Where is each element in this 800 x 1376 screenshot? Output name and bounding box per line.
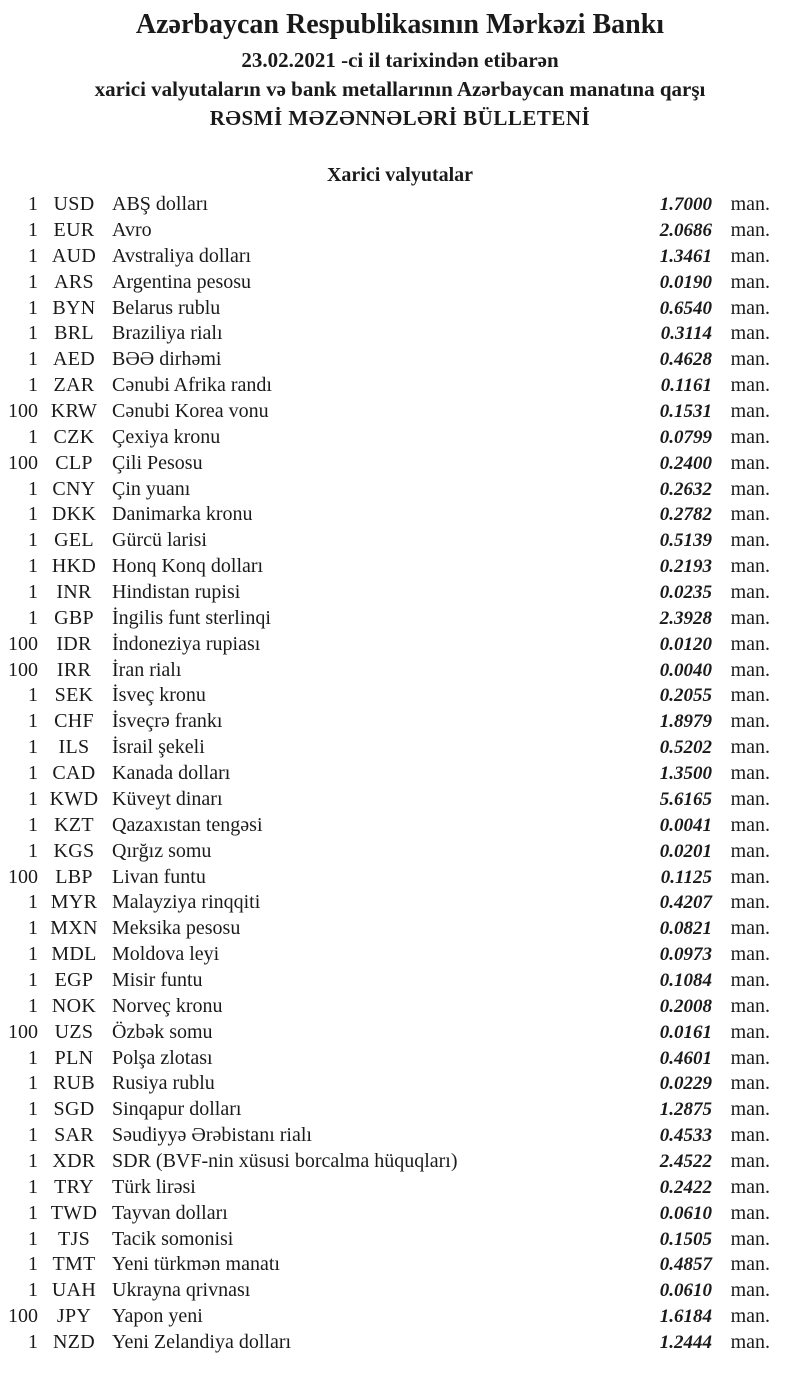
currency-code: UZS: [54, 1020, 94, 1043]
table-row: [0, 787, 800, 813]
currency-name: Türk lirəsi: [112, 1175, 196, 1198]
nominal-value: 100: [8, 865, 38, 888]
table-row: [0, 1046, 800, 1072]
nominal-value: 1: [28, 968, 38, 991]
currency-code: MDL: [51, 943, 97, 966]
rate-value: 0.1084: [659, 969, 712, 991]
nominal-value: 1: [28, 193, 38, 216]
rate-unit: man.: [730, 684, 770, 707]
currency-name: Rusiya rublu: [112, 1072, 215, 1095]
currency-name: Polşa zlotası: [112, 1046, 213, 1069]
currency-name: Qırğız somu: [112, 839, 212, 862]
currency-name: Gürcü larisi: [112, 529, 207, 552]
rate-unit: man.: [730, 762, 770, 785]
rate-value: 0.5202: [659, 737, 712, 759]
currency-name: Belarus rublu: [112, 296, 221, 319]
currency-code: PLN: [54, 1046, 94, 1069]
rate-unit: man.: [730, 451, 770, 474]
table-row: [0, 451, 800, 477]
currency-code: AUD: [51, 244, 97, 267]
rate-unit: man.: [730, 1124, 770, 1147]
rate-unit: man.: [730, 606, 770, 629]
rate-unit: man.: [730, 943, 770, 966]
rate-value: 0.0201: [659, 840, 712, 862]
rate-value: 0.0120: [659, 633, 712, 655]
table-row: [0, 1304, 800, 1330]
rate-unit: man.: [730, 968, 770, 991]
rate-value: 0.1161: [660, 375, 712, 397]
currency-name: Cənubi Afrika randı: [112, 374, 272, 397]
rate-value: 0.2422: [659, 1176, 712, 1198]
rate-unit: man.: [730, 1305, 770, 1328]
rate-value: 1.8979: [659, 711, 712, 733]
table-row: [0, 528, 800, 554]
currency-name: Kanada dolları: [112, 762, 231, 785]
table-row: [0, 994, 800, 1020]
currency-code: CNY: [52, 477, 96, 500]
table-row: [0, 735, 800, 761]
rate-unit: man.: [730, 917, 770, 940]
nominal-value: 1: [28, 503, 38, 526]
rate-value: 0.0190: [659, 271, 712, 293]
currency-name: Braziliya rialı: [112, 322, 223, 345]
table-row: [0, 658, 800, 684]
nominal-value: 100: [8, 632, 38, 655]
rate-unit: man.: [730, 374, 770, 397]
currency-code: GEL: [54, 529, 94, 552]
nominal-value: 1: [28, 296, 38, 319]
rate-unit: man.: [730, 1330, 770, 1353]
bulletin-title: RƏSMİ MƏZƏNNƏLƏRİ BÜLLETENİ: [209, 105, 591, 130]
nominal-value: 1: [28, 943, 38, 966]
rate-unit: man.: [730, 658, 770, 681]
rates-table: [0, 192, 800, 1356]
table-row: [0, 270, 800, 296]
nominal-value: 100: [8, 1305, 38, 1328]
rate-value: 0.2632: [659, 478, 712, 500]
currency-code: IRR: [56, 658, 92, 681]
nominal-value: 100: [8, 400, 38, 423]
currency-code: EUR: [53, 219, 95, 242]
rate-value: 0.4533: [659, 1125, 712, 1147]
table-row: [0, 1020, 800, 1046]
rate-unit: man.: [730, 193, 770, 216]
section-title: Xarici valyutalar: [326, 164, 474, 187]
nominal-value: 1: [28, 1253, 38, 1276]
currency-name: Norveç kronu: [112, 994, 223, 1017]
nominal-value: 1: [28, 1279, 38, 1302]
currency-code: TMT: [52, 1253, 96, 1276]
rate-unit: man.: [730, 244, 770, 267]
rate-value: 1.2875: [659, 1099, 712, 1121]
table-row: [0, 865, 800, 891]
rate-value: 0.5139: [659, 530, 712, 552]
rate-unit: man.: [730, 632, 770, 655]
effective-date-line: 23.02.2021 -ci il tarixindən etibarən: [241, 47, 559, 72]
rate-value: 0.3114: [660, 323, 712, 345]
nominal-value: 100: [8, 658, 38, 681]
currency-code: SEK: [54, 684, 94, 707]
nominal-value: 100: [8, 1020, 38, 1043]
table-row: [0, 502, 800, 528]
currency-name: İran rialı: [112, 658, 182, 681]
nominal-value: 1: [28, 1124, 38, 1147]
table-row: [0, 373, 800, 399]
rate-unit: man.: [730, 477, 770, 500]
table-row: [0, 839, 800, 865]
rate-value: 0.0799: [659, 426, 712, 448]
currency-code: GBP: [54, 606, 94, 629]
currency-name: Hindistan rupisi: [112, 581, 241, 604]
currency-code: CZK: [53, 425, 95, 448]
currency-name: Yapon yeni: [112, 1305, 203, 1328]
table-row: [0, 244, 800, 270]
nominal-value: 1: [28, 555, 38, 578]
table-row: [0, 890, 800, 916]
table-row: [0, 813, 800, 839]
table-row: [0, 1227, 800, 1253]
rate-unit: man.: [730, 1046, 770, 1069]
table-row: [0, 192, 800, 218]
table-row: [0, 1175, 800, 1201]
currency-code: CLP: [55, 451, 93, 474]
nominal-value: 1: [28, 270, 38, 293]
rate-unit: man.: [730, 839, 770, 862]
rate-value: 0.0235: [659, 582, 712, 604]
currency-code: TJS: [57, 1227, 91, 1250]
nominal-value: 1: [28, 529, 38, 552]
currency-code: SGD: [53, 1098, 95, 1121]
rate-value: 0.4207: [659, 892, 712, 914]
rate-unit: man.: [730, 1149, 770, 1172]
currency-code: MXN: [50, 917, 98, 940]
rate-unit: man.: [730, 425, 770, 448]
currency-code: USD: [53, 193, 95, 216]
nominal-value: 1: [28, 813, 38, 836]
table-row: [0, 1330, 800, 1356]
nominal-value: 1: [28, 244, 38, 267]
rate-value: 0.2008: [659, 995, 712, 1017]
currency-code: ZAR: [53, 374, 95, 397]
currency-code: JPY: [56, 1305, 92, 1328]
rate-unit: man.: [730, 296, 770, 319]
rate-value: 0.0040: [659, 659, 712, 681]
rate-unit: man.: [730, 219, 770, 242]
rate-value: 0.0229: [659, 1073, 712, 1095]
currency-code: NOK: [51, 994, 97, 1017]
table-row: [0, 683, 800, 709]
rate-value: 0.1531: [659, 401, 712, 423]
currency-name: Yeni türkmən manatı: [112, 1253, 280, 1276]
rate-unit: man.: [730, 1098, 770, 1121]
table-row: [0, 347, 800, 373]
nominal-value: 1: [28, 1072, 38, 1095]
rate-value: 0.0821: [659, 918, 712, 940]
currency-code: IDR: [56, 632, 92, 655]
rate-value: 0.2782: [659, 504, 712, 526]
rate-value: 0.4628: [659, 349, 712, 371]
currency-code: TWD: [50, 1201, 98, 1224]
table-row: [0, 1201, 800, 1227]
table-row: [0, 606, 800, 632]
rate-value: 0.0610: [659, 1202, 712, 1224]
rate-value: 5.6165: [659, 788, 712, 810]
currency-name: İndoneziya rupiası: [112, 632, 261, 655]
currency-name: Ukrayna qrivnası: [112, 1279, 251, 1302]
table-row: [0, 1097, 800, 1123]
currency-name: Argentina pesosu: [112, 270, 252, 293]
nominal-value: 1: [28, 581, 38, 604]
rate-value: 1.2444: [659, 1331, 712, 1353]
currency-name: Yeni Zelandiya dolları: [112, 1330, 292, 1353]
currency-code: DKK: [51, 503, 97, 526]
currency-code: CAD: [52, 762, 96, 785]
rate-value: 1.3500: [659, 763, 712, 785]
currency-code: EGP: [54, 968, 94, 991]
nominal-value: 1: [28, 736, 38, 759]
rate-unit: man.: [730, 1020, 770, 1043]
document-header: [0, 0, 800, 131]
nominal-value: 1: [28, 684, 38, 707]
currency-code: KGS: [53, 839, 95, 862]
rate-unit: man.: [730, 1279, 770, 1302]
table-row: [0, 218, 800, 244]
rate-value: 0.2400: [659, 452, 712, 474]
nominal-value: 1: [28, 374, 38, 397]
currency-name: BƏƏ dirhəmi: [112, 348, 222, 371]
currency-code: RUB: [52, 1072, 96, 1095]
currency-name: Tacik somonisi: [112, 1227, 234, 1250]
currency-name: Honq Konq dolları: [112, 555, 264, 578]
table-row: [0, 632, 800, 658]
currency-code: ARS: [54, 270, 94, 293]
table-row: [0, 1071, 800, 1097]
rate-unit: man.: [730, 736, 770, 759]
currency-code: BYN: [52, 296, 96, 319]
rate-unit: man.: [730, 1201, 770, 1224]
table-row: [0, 425, 800, 451]
table-row: [0, 580, 800, 606]
nominal-value: 100: [8, 451, 38, 474]
table-row: [0, 916, 800, 942]
currency-name: Livan funtu: [112, 865, 206, 888]
currency-code: SAR: [54, 1124, 94, 1147]
rate-value: 0.0041: [659, 814, 712, 836]
rate-value: 2.3928: [659, 607, 712, 629]
currency-name: Danimarka kronu: [112, 503, 253, 526]
currency-code: ILS: [58, 736, 90, 759]
currency-name: Küveyt dinarı: [112, 787, 223, 810]
rate-value: 0.2193: [659, 556, 712, 578]
currency-name: Cənubi Korea vonu: [112, 400, 269, 423]
currency-name: Səudiyyə Ərəbistanı rialı: [112, 1124, 312, 1147]
currency-name: Qazaxıstan tengəsi: [112, 813, 263, 836]
rate-value: 2.4522: [659, 1150, 712, 1172]
currency-code: UAH: [51, 1279, 97, 1302]
nominal-value: 1: [28, 762, 38, 785]
currency-code: KWD: [49, 787, 99, 810]
rate-unit: man.: [730, 1072, 770, 1095]
currency-name: Avro: [112, 219, 152, 242]
rate-unit: man.: [730, 529, 770, 552]
currency-name: Misir funtu: [112, 968, 203, 991]
nominal-value: 1: [28, 1227, 38, 1250]
currency-name: Çili Pesosu: [112, 451, 203, 474]
nominal-value: 1: [28, 787, 38, 810]
rate-value: 0.0161: [659, 1021, 712, 1043]
rate-unit: man.: [730, 348, 770, 371]
table-row: [0, 761, 800, 787]
currency-name: Özbək somu: [112, 1020, 213, 1043]
rate-value: 0.6540: [659, 297, 712, 319]
rate-unit: man.: [730, 1227, 770, 1250]
currency-code: AED: [52, 348, 95, 371]
table-row: [0, 968, 800, 994]
currency-code: TRY: [54, 1175, 94, 1198]
rate-unit: man.: [730, 1253, 770, 1276]
currency-name: İsveçrə frankı: [112, 710, 223, 733]
table-row: [0, 477, 800, 503]
currency-code: MYR: [50, 891, 98, 914]
nominal-value: 1: [28, 322, 38, 345]
currency-name: İsrail şekeli: [112, 736, 205, 759]
currency-code: NZD: [52, 1330, 95, 1353]
table-row: [0, 399, 800, 425]
rate-unit: man.: [730, 503, 770, 526]
nominal-value: 1: [28, 994, 38, 1017]
currency-code: HKD: [51, 555, 97, 578]
nominal-value: 1: [28, 425, 38, 448]
currency-code: BRL: [54, 322, 94, 345]
nominal-value: 1: [28, 839, 38, 862]
currency-code: INR: [56, 581, 92, 604]
rate-value: 0.4857: [659, 1254, 712, 1276]
rate-unit: man.: [730, 865, 770, 888]
currency-name: Çexiya kronu: [112, 425, 221, 448]
table-row: [0, 1149, 800, 1175]
nominal-value: 1: [28, 219, 38, 242]
table-row: [0, 942, 800, 968]
nominal-value: 1: [28, 1330, 38, 1353]
rate-unit: man.: [730, 270, 770, 293]
currency-code: LBP: [55, 865, 93, 888]
rate-value: 1.3461: [659, 245, 712, 267]
currency-name: Çin yuanı: [112, 477, 191, 500]
nominal-value: 1: [28, 917, 38, 940]
rate-value: 2.0686: [659, 220, 712, 242]
currency-name: SDR (BVF-nin xüsusi borcalma hüquqları): [112, 1149, 458, 1172]
currency-code: KRW: [50, 400, 98, 423]
bank-title: Azərbaycan Respublikasının Mərkəzi Bankı: [135, 9, 665, 40]
currency-code: KZT: [54, 813, 94, 836]
nominal-value: 1: [28, 477, 38, 500]
nominal-value: 1: [28, 1201, 38, 1224]
currency-name: İngilis funt sterlinqi: [112, 606, 271, 629]
currency-code: CHF: [54, 710, 94, 733]
rate-value: 0.1125: [660, 866, 712, 888]
rate-unit: man.: [730, 710, 770, 733]
table-row: [0, 709, 800, 735]
rate-value: 0.4601: [659, 1047, 712, 1069]
table-row: [0, 1278, 800, 1304]
currency-name: Sinqapur dolları: [112, 1098, 242, 1121]
table-row: [0, 296, 800, 322]
rate-value: 0.0973: [659, 944, 712, 966]
rate-value: 1.6184: [659, 1306, 712, 1328]
currency-name: ABŞ dolları: [112, 193, 209, 216]
rate-unit: man.: [730, 1175, 770, 1198]
nominal-value: 1: [28, 891, 38, 914]
rate-value: 0.2055: [659, 685, 712, 707]
currency-name: Malayziya rinqqiti: [112, 891, 261, 914]
rate-unit: man.: [730, 581, 770, 604]
currency-name: İsveç kronu: [112, 684, 206, 707]
nominal-value: 1: [28, 606, 38, 629]
rate-unit: man.: [730, 787, 770, 810]
scope-line: xarici valyutaların və bank metallarının Azərbaycan manatına qarşı: [94, 76, 706, 101]
rate-unit: man.: [730, 994, 770, 1017]
nominal-value: 1: [28, 1175, 38, 1198]
rate-unit: man.: [730, 891, 770, 914]
nominal-value: 1: [28, 348, 38, 371]
currency-name: Moldova leyi: [112, 943, 220, 966]
nominal-value: 1: [28, 710, 38, 733]
nominal-value: 1: [28, 1046, 38, 1069]
nominal-value: 1: [28, 1098, 38, 1121]
table-row: [0, 1123, 800, 1149]
rate-value: 0.0610: [659, 1280, 712, 1302]
table-row: [0, 1252, 800, 1278]
rate-value: 0.1505: [659, 1228, 712, 1250]
rate-unit: man.: [730, 322, 770, 345]
rate-unit: man.: [730, 400, 770, 423]
rate-value: 1.7000: [659, 194, 712, 216]
currency-name: Avstraliya dolları: [112, 244, 252, 267]
rate-unit: man.: [730, 813, 770, 836]
table-row: [0, 321, 800, 347]
table-row: [0, 554, 800, 580]
currency-name: Meksika pesosu: [112, 917, 241, 940]
currency-code: XDR: [52, 1149, 96, 1172]
nominal-value: 1: [28, 1149, 38, 1172]
rate-unit: man.: [730, 555, 770, 578]
currency-name: Tayvan dolları: [112, 1201, 228, 1224]
